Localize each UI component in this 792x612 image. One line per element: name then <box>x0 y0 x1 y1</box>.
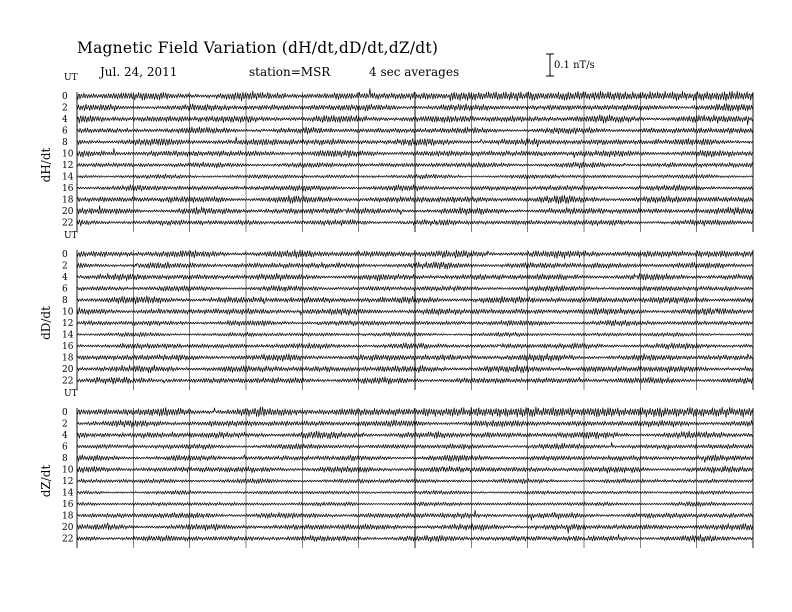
row-label: 6 <box>62 442 68 453</box>
ut-label: UT <box>64 389 78 399</box>
row-label: 22 <box>62 376 74 387</box>
row-label: 6 <box>62 284 68 295</box>
row-label: 16 <box>62 184 74 194</box>
row-label: 14 <box>62 330 74 341</box>
row-label: 12 <box>62 161 74 171</box>
panel-ylabel: dD/dt <box>39 306 53 340</box>
row-label: 4 <box>62 115 68 125</box>
row-label: 16 <box>62 500 74 510</box>
scale-label: 0.1 nT/s <box>554 60 595 71</box>
row-label: 2 <box>62 419 68 430</box>
row-label: 22 <box>62 218 74 229</box>
chart-title: Magnetic Field Variation (dH/dt,dD/dt,dZ/dt) <box>77 39 439 57</box>
row-label: 8 <box>62 296 68 306</box>
row-label: 0 <box>62 92 68 102</box>
row-label: 10 <box>62 465 74 476</box>
row-label: 0 <box>62 408 68 418</box>
row-label: 18 <box>62 511 74 522</box>
panel-ylabel: dH/dt <box>39 147 53 183</box>
row-label: 18 <box>62 353 74 364</box>
row-label: 8 <box>62 138 68 148</box>
row-label: 18 <box>62 195 74 206</box>
row-label: 10 <box>62 149 74 160</box>
row-label: 2 <box>62 261 68 272</box>
row-label: 4 <box>62 273 68 283</box>
row-label: 12 <box>62 477 74 487</box>
row-label: 14 <box>62 172 74 183</box>
row-label: 12 <box>62 319 74 329</box>
station-label: station=MSR <box>249 65 331 79</box>
row-label: 10 <box>62 307 74 318</box>
ut-label: UT <box>64 231 78 241</box>
ut-label: UT <box>64 73 78 83</box>
row-label: 20 <box>62 207 74 217</box>
row-label: 20 <box>62 523 74 533</box>
panel-ylabel: dZ/dt <box>39 464 53 498</box>
row-label: 22 <box>62 534 74 545</box>
row-label: 20 <box>62 365 74 375</box>
row-label: 0 <box>62 250 68 260</box>
row-label: 14 <box>62 488 74 499</box>
row-label: 6 <box>62 126 68 137</box>
row-label: 4 <box>62 431 68 441</box>
averaging-label: 4 sec averages <box>369 65 460 79</box>
date-label: Jul. 24, 2011 <box>100 65 178 79</box>
row-label: 2 <box>62 103 68 114</box>
row-label: 16 <box>62 342 74 352</box>
row-label: 8 <box>62 454 68 464</box>
